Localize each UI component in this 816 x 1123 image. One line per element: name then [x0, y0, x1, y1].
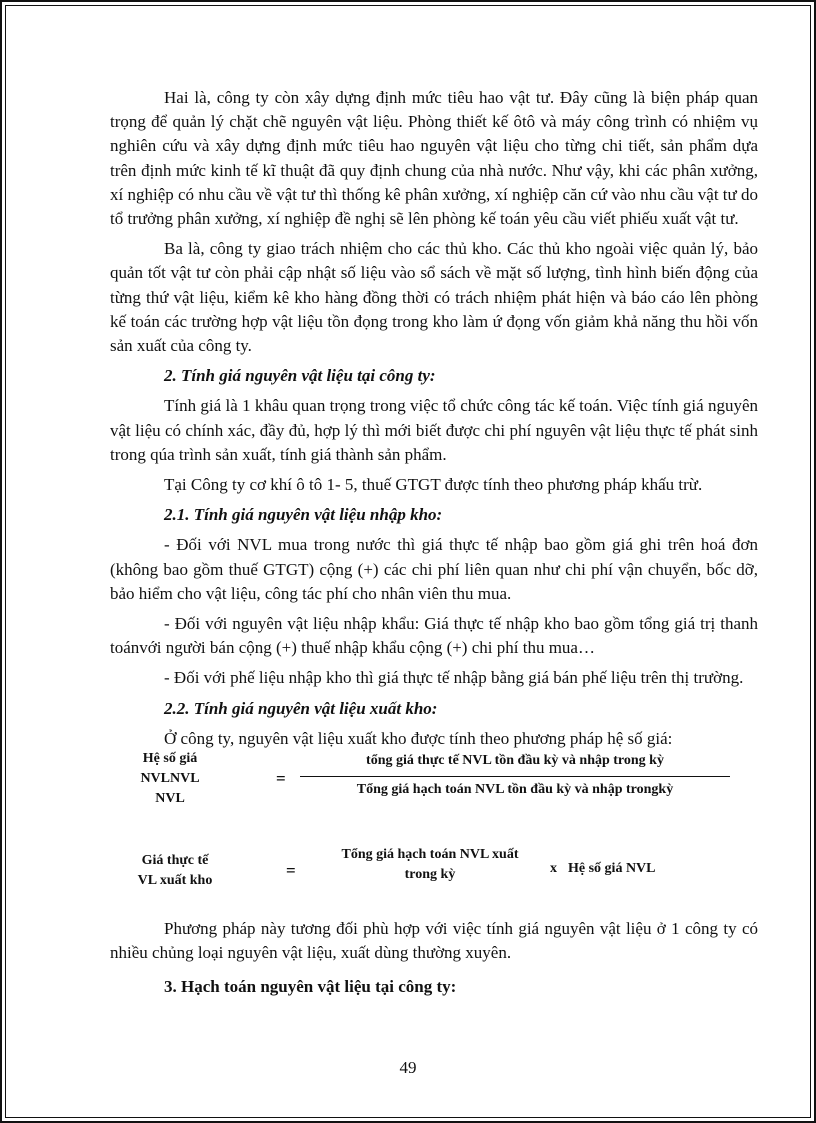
formula2-rhs-line1: Tổng giá hạch toán NVL xuất — [341, 847, 519, 863]
formula1-denominator: Tổng giá hạch toán NVL tồn đầu kỳ và nhập trongkỳ — [356, 782, 674, 798]
formula2-rhs-line2: trong kỳ — [404, 867, 456, 883]
formula1-lhs-line3: NVL — [155, 791, 185, 807]
formula1-fraction-bar — [300, 776, 730, 777]
paragraph-phuong-phap: Phương pháp này tương đối phù hợp với việc tính giá nguyên vật liệu ở 1 công ty có nhiều chủng loại nguyên vật liệu, xuất dùng thường xuyên. — [110, 919, 758, 963]
formula-gia-xuat-kho — [110, 845, 758, 905]
document-body — [110, 86, 758, 1000]
paragraph-phe-lieu: - Đối với phế liệu nhập kho thì giá thực tế nhập bằng giá bán phế liệu trên thị trường. — [164, 668, 744, 688]
formula2-equals: = — [286, 861, 296, 881]
section-heading-3: 3. Hạch toán nguyên vật liệu tại công ty: — [164, 977, 457, 997]
formula-he-so-gia — [110, 749, 758, 819]
formula2-lhs-line2: VL xuất kho — [137, 873, 213, 889]
formula1-lhs-line2: NVLNVL — [140, 771, 200, 787]
paragraph-ba-la: Ba là, công ty giao trách nhiệm cho các thủ kho. Các thủ kho ngoài việc quản lý, bảo quản tốt vật tư còn phải cập nhật số liệu vào sổ sách về mặt số lượng, tình hình biến động của từng thứ vật liệu, kiểm kê kho hàng đồng thời có trách nhiệm phát hiện và báo cáo lên phòng kế toán các trường hợp vật liệu tồn đọng trong kho làm ứ đọng vốn giảm khả năng thu hồi vốn sản xuất của công ty. — [110, 239, 758, 356]
section-heading-2-2: 2.2. Tính giá nguyên vật liệu xuất kho: — [164, 698, 438, 718]
formula2-lhs-line1: Giá thực tế — [141, 853, 209, 869]
formula2-factor: Hệ số giá NVL — [568, 861, 656, 877]
formula1-numerator: tổng giá thực tế NVL tồn đầu kỳ và nhập trong kỳ — [366, 753, 664, 769]
paragraph-he-so-gia-intro: Ở công ty, nguyên vật liệu xuất kho được tính theo phương pháp hệ số giá: — [164, 728, 673, 748]
paragraph-thue-gtgt: Tại Công ty cơ khí ô tô 1- 5, thuế GTGT được tính theo phương pháp khấu trừ. — [164, 475, 703, 495]
formula1-lhs-line1: Hệ số giá — [142, 751, 198, 767]
formula1-equals: = — [276, 769, 286, 789]
paragraph-nvl-nhap-khau: - Đối với nguyên vật liệu nhập khẩu: Giá thực tế nhập kho bao gồm tổng giá trị thanh toánvới người bán cộng (+) thuế nhập khẩu cộng (+) chi phí thu mua… — [110, 614, 758, 658]
section-heading-2: 2. Tính giá nguyên vật liệu tại công ty: — [164, 366, 436, 386]
section-heading-2-1: 2.1. Tính giá nguyên vật liệu nhập kho: — [164, 505, 443, 525]
page-number: 49 — [399, 1058, 417, 1077]
formula2-times: x — [550, 861, 557, 877]
paragraph-hai-la: Hai là, công ty còn xây dựng định mức tiêu hao vật tư. Đây cũng là biện pháp quan trọng để quản lý chặt chẽ nguyên vật liệu. Phòng thiết kế ôtô và máy công trình có nhiệm vụ nghiên cứu và xây dựng định mức tiêu hao nguyên vật liệu cho từng chi tiết, sản phẩm dựa trên định mức kinh tế kĩ thuật đã quy định chung của nhà nước. Như vậy, khi các phân xưởng, xí nghiệp có nhu cầu về vật tư thì thống kê phân xưởng, xí nghiệp căn cứ vào nhu cầu vật tư do tổ trưởng phân xưởng, xí nghiệp đề nghị sẽ lên phòng kế toán yêu cầu viết phiếu xuất vật tư. — [110, 88, 758, 229]
paragraph-nvl-trong-nuoc: - Đối với NVL mua trong nước thì giá thực tế nhập bao gồm giá ghi trên hoá đơn (không bao gồm thuế GTGT) cộng (+) các chi phí liên quan như chi phí vận chuyển, bốc dỡ, bảo hiểm cho vật liệu, công tác phí cho nhân viên thu mua. — [110, 535, 758, 603]
paragraph-tinh-gia: Tính giá là 1 khâu quan trọng trong việc tổ chức công tác kế toán. Việc tính giá nguyên vật liệu có chính xác, đầy đủ, hợp lý thì mới biết được chi phí nguyên vật liệu thực tế phát sinh trong qúa trình sản xuất, tính giá thành sản phẩm. — [110, 396, 758, 464]
